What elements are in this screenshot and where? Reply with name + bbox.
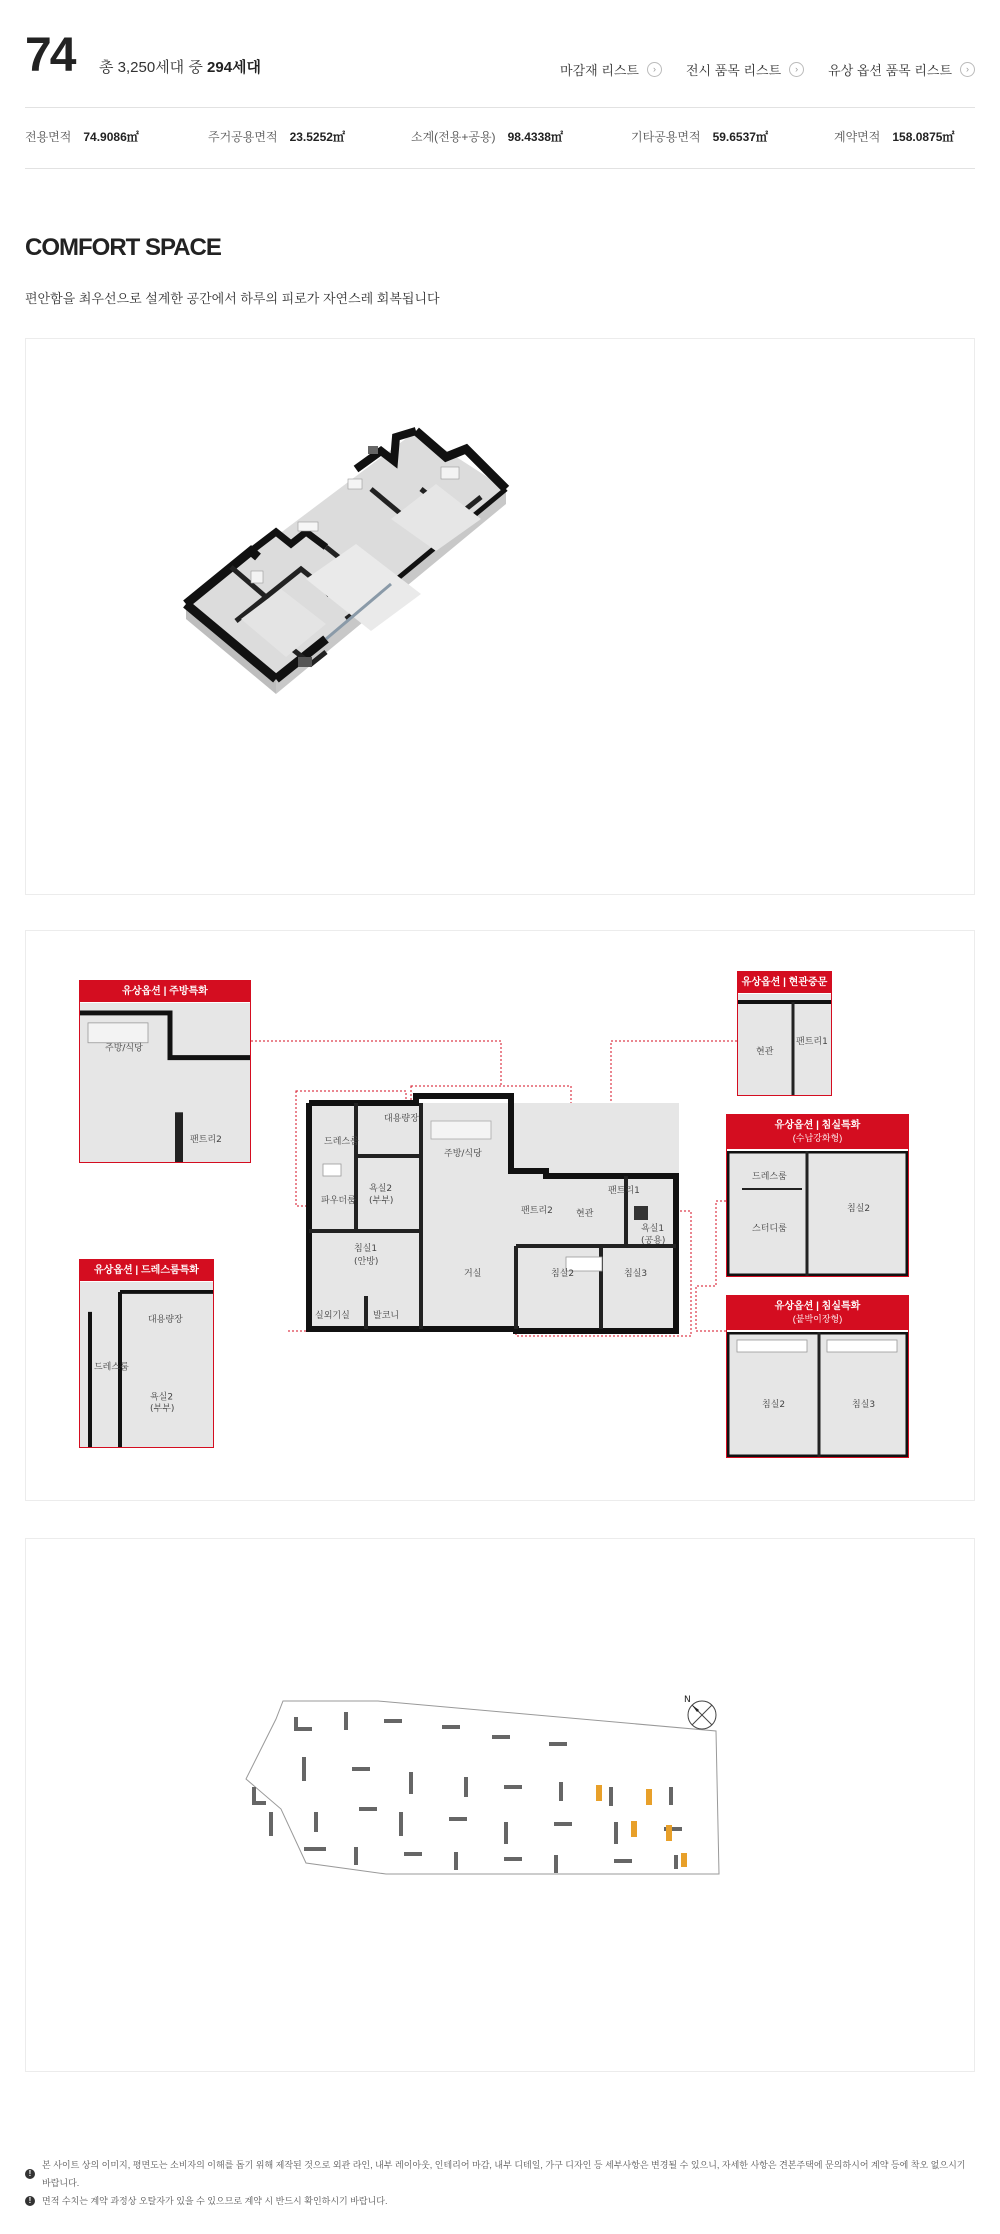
option-plan-image (727, 1332, 908, 1457)
area-value: 158.0875㎡ (892, 130, 955, 144)
disclaimer-note (25, 2156, 975, 2192)
option-subtitle: (수납강화형) (792, 1133, 843, 1143)
room-label: 대용량장 (384, 1114, 419, 1124)
info-icon: ! (25, 2169, 35, 2179)
area-contract (834, 128, 954, 145)
paid-option-link[interactable] (828, 60, 975, 79)
svg-text:침실2: 침실2 (847, 1204, 871, 1214)
option-plan-image (80, 1003, 250, 1162)
option-card-head (80, 1260, 213, 1281)
option-title: 유상옵션 | 현관중문 (741, 977, 828, 988)
room-label: 팬트리2 (521, 1206, 553, 1216)
option-card-entrance[interactable] (737, 971, 832, 1096)
svg-text:욕실2: 욕실2 (150, 1392, 174, 1403)
svg-text:주방/식당: 주방/식당 (105, 1043, 143, 1054)
room-label: 팬트리1 (608, 1186, 640, 1196)
area-residential-common (208, 128, 345, 145)
unit-household-count (99, 56, 261, 77)
chevron-right-icon: › (960, 62, 975, 77)
display-items-link[interactable] (686, 60, 804, 79)
room-label: 파우더룸 (321, 1196, 356, 1206)
option-floorplan-panel (25, 930, 975, 1501)
isometric-floorplan-image (26, 339, 974, 894)
room-label: (안방) (354, 1257, 379, 1267)
svg-text:대용량장: 대용량장 (148, 1314, 183, 1325)
paid-option-label: 유상 옵션 품목 리스트 (828, 63, 952, 78)
household-prefix: 총 3,250세대 중 (99, 59, 203, 76)
compass-icon (684, 1695, 716, 1729)
finish-list-link[interactable] (560, 60, 662, 79)
area-label: 기타공용면적 (631, 130, 701, 144)
room-label: 드레스룸 (324, 1137, 359, 1147)
option-subtitle: (붙박이장형) (792, 1314, 843, 1324)
note-text: 본 사이트 상의 이미지, 평면도는 소비자의 이해를 돕기 위해 제작된 것으로 외관 라인, 내부 레이아웃, 인테리어 마감, 내부 디테일, 가구 디자인 등 세부사항은 변경될 수 있으니, 자세한 사항은 견본주택에 문의하시어 계약 등에 착오 없으시기 바랍니다. (42, 2160, 966, 2188)
area-value: 98.4338㎡ (507, 130, 563, 144)
room-label: 욕실2 (369, 1184, 393, 1194)
room-label: (부부) (369, 1196, 394, 1206)
room-label: 침실3 (624, 1269, 648, 1279)
room-label: (공용) (641, 1236, 666, 1246)
room-label: 현관 (576, 1209, 594, 1219)
room-label: 욕실1 (641, 1224, 665, 1234)
option-card-kitchen[interactable] (79, 980, 251, 1163)
divider (25, 107, 975, 108)
svg-text:현관: 현관 (756, 1047, 774, 1057)
area-label: 소계(전용+공용) (411, 130, 496, 144)
option-plan-image (727, 1151, 908, 1276)
unit-header (25, 28, 975, 88)
area-value: 74.9086㎡ (83, 130, 139, 144)
room-label: 침실2 (551, 1269, 575, 1279)
info-icon: ! (25, 2196, 35, 2206)
option-title: 유상옵션 | 침실특화 (774, 1120, 861, 1131)
note-text: 면적 수치는 계약 과정상 오탈자가 있을 수 있으므로 계약 시 반드시 확인하시기 바랍니다. (42, 2196, 388, 2206)
divider (25, 168, 975, 169)
room-label: 주방/식당 (444, 1149, 482, 1159)
section-subtitle: 편안함을 최우선으로 설계한 공간에서 하루의 피로가 자연스레 회복됩니다 (25, 291, 440, 306)
site-map-panel (25, 1538, 975, 2072)
option-card-dressroom[interactable] (79, 1259, 214, 1448)
chevron-right-icon: › (647, 62, 662, 77)
svg-text:드레스룸: 드레스룸 (94, 1362, 129, 1373)
area-subtotal (411, 128, 563, 145)
unit-type-number: 74 (25, 29, 75, 82)
svg-text:침실3: 침실3 (852, 1400, 876, 1410)
area-value: 23.5252㎡ (289, 130, 345, 144)
option-card-head (738, 972, 831, 993)
room-label: 실외기실 (315, 1311, 350, 1321)
chevron-right-icon: › (789, 62, 804, 77)
disclaimer-note (25, 2192, 975, 2210)
room-label: 발코니 (373, 1311, 400, 1321)
option-title: 유상옵션 | 주방특화 (122, 986, 208, 997)
finish-list-label: 마감재 리스트 (560, 63, 639, 78)
area-other-common (631, 128, 768, 145)
room-label: 침실1 (354, 1244, 378, 1254)
option-title: 유상옵션 | 침실특화 (774, 1301, 861, 1312)
area-summary (25, 128, 975, 152)
area-exclusive (25, 128, 139, 145)
option-plan-image (738, 994, 831, 1095)
isometric-view-panel (25, 338, 975, 895)
household-count: 294세대 (207, 59, 262, 76)
site-map (26, 1539, 974, 2071)
svg-text:팬트리1: 팬트리1 (796, 1037, 828, 1047)
option-card-head (80, 981, 250, 1002)
room-label: 거실 (464, 1269, 482, 1279)
svg-text:침실2: 침실2 (762, 1400, 786, 1410)
option-plan-image (80, 1282, 213, 1447)
option-card-head (727, 1115, 908, 1149)
display-items-label: 전시 품목 리스트 (686, 63, 782, 78)
svg-text:팬트리2: 팬트리2 (190, 1135, 222, 1146)
option-card-head (727, 1296, 908, 1330)
top-link-group (560, 60, 975, 79)
option-card-bedroom-storage[interactable] (726, 1114, 909, 1277)
option-card-bedroom-wardrobe[interactable] (726, 1295, 909, 1458)
svg-text:스터디룸: 스터디룸 (752, 1224, 787, 1234)
area-value: 59.6537㎡ (712, 130, 768, 144)
area-label: 계약면적 (834, 130, 881, 144)
disclaimer-notes (25, 2156, 975, 2210)
area-label: 주거공용면적 (208, 130, 278, 144)
option-title: 유상옵션 | 드레스룸특화 (94, 1265, 199, 1276)
svg-text:(부부): (부부) (150, 1404, 175, 1415)
svg-text:N: N (684, 1695, 691, 1705)
section-title: COMFORT SPACE (25, 234, 221, 261)
area-label: 전용면적 (25, 130, 72, 144)
svg-text:드레스룸: 드레스룸 (752, 1172, 787, 1182)
